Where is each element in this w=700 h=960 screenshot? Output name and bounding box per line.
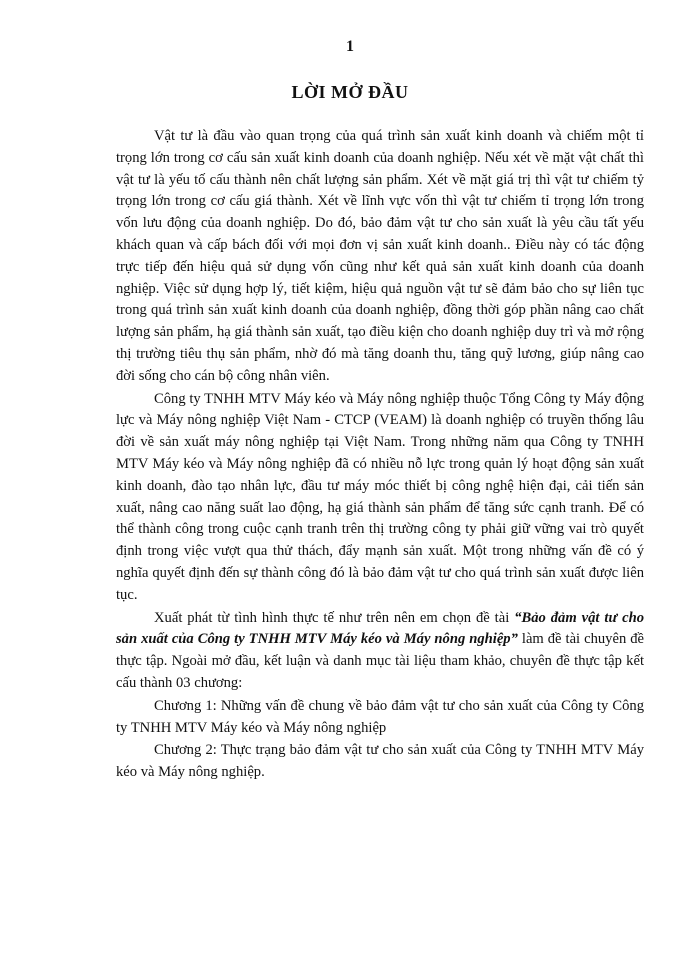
topic-lead-text: Xuất phát từ tình hình thực tế như trên nên em chọn đề tài (154, 609, 515, 626)
topic-tail-text: làm đề tài chuyên đề thực tập. Ngoài mở đầu, kết luận và danh mục tài liệu tham khảo, chuyên đề thực tập kết cấu thành 03 chương: (116, 631, 644, 691)
document-body (116, 126, 644, 784)
topic-title: “Bảo đảm vật tư cho sản xuất của Công ty TNHH MTV Máy kéo và Máy nông nghiệp” (116, 609, 645, 648)
paragraph-topic (116, 608, 644, 695)
page-title: LỜI MỞ ĐẦU (291, 82, 409, 102)
paragraph-intro: Vật tư là đầu vào quan trọng của quá trình sản xuất kinh doanh và chiếm một tỉ trọng lớn trong cơ cấu sản xuất kinh doanh của doanh nghiệp. Nếu xét về mặt vật chất thì vật tư là yếu tố cấu thành nên chất lượng sản phẩm. Xét về mặt giá trị thì vật tư chiếm tỷ trọng lớn trong cơ cấu giá thành. Xét về lĩnh vực vốn thì vật tư chiếm tỉ trọng lớn trong vốn lưu động của doanh nghiệp. Do đó, bảo đảm vật tư cho sản xuất là yêu cầu tất yếu khách quan và cấp bách đối với mọi đơn vị sản xuất kinh doanh.. Điều này có tác động trực tiếp đến hiệu quả sử dụng vốn cũng như kết quả sản xuất kinh doanh của doanh nghiệp. Việc sử dụng hợp lý, tiết kiệm, hiệu quả nguồn vật tư sẽ đảm bảo cho sự liên tục trong quá trình sản xuất kinh doanh của doanh nghiệp, đồng thời góp phần nâng cao chất lượng sản phẩm, hạ giá thành sản xuất, tạo điều kiện cho doanh nghiệp duy trì và mở rộng thị trường tiêu thụ sản phẩm, nhờ đó mà tăng doanh thu, tăng quỹ lương, giúp nâng cao đời sống cho cán bộ công nhân viên. (116, 128, 644, 384)
page-number: 1 (346, 38, 354, 55)
paragraph-company: Công ty TNHH MTV Máy kéo và Máy nông nghiệp thuộc Tổng Công ty Máy động lực và Máy nông nghiệp Việt Nam - CTCP (VEAM) là doanh nghiệp có truyền thống lâu đời về sản xuất máy nông nghiệp tại Việt Nam. Trong những năm qua Công ty TNHH MTV Máy kéo và Máy nông nghiệp đã có nhiều nỗ lực trong quản lý hoạt động sản xuất kinh doanh, đào tạo nhân lực, đầu tư máy móc thiết bị công nghệ hiện đại, cải tiến sản xuất, nâng cao năng suất lao động, hạ giá thành sản phẩm để tăng sức cạnh tranh. Để có thể thành công trong cuộc cạnh tranh trên thị trường công ty phải giữ vững vai trò quyết định trong việc vượt qua thử thách, đẩy mạnh sản xuất. Một trong những vấn đề có ý nghĩa quyết định đến sự thành công đó là bảo đảm vật tư cho quá trình sản xuất được liên tục. (116, 390, 644, 603)
chapter-2: Chương 2: Thực trạng bảo đảm vật tư cho sản xuất của Công ty TNHH MTV Máy kéo và Máy nông nghiệp. (116, 742, 644, 781)
chapter-1: Chương 1: Những vấn đề chung về bảo đảm vật tư cho sản xuất của Công ty Công ty TNHH MTV Máy kéo và Máy nông nghiệp (116, 697, 644, 736)
